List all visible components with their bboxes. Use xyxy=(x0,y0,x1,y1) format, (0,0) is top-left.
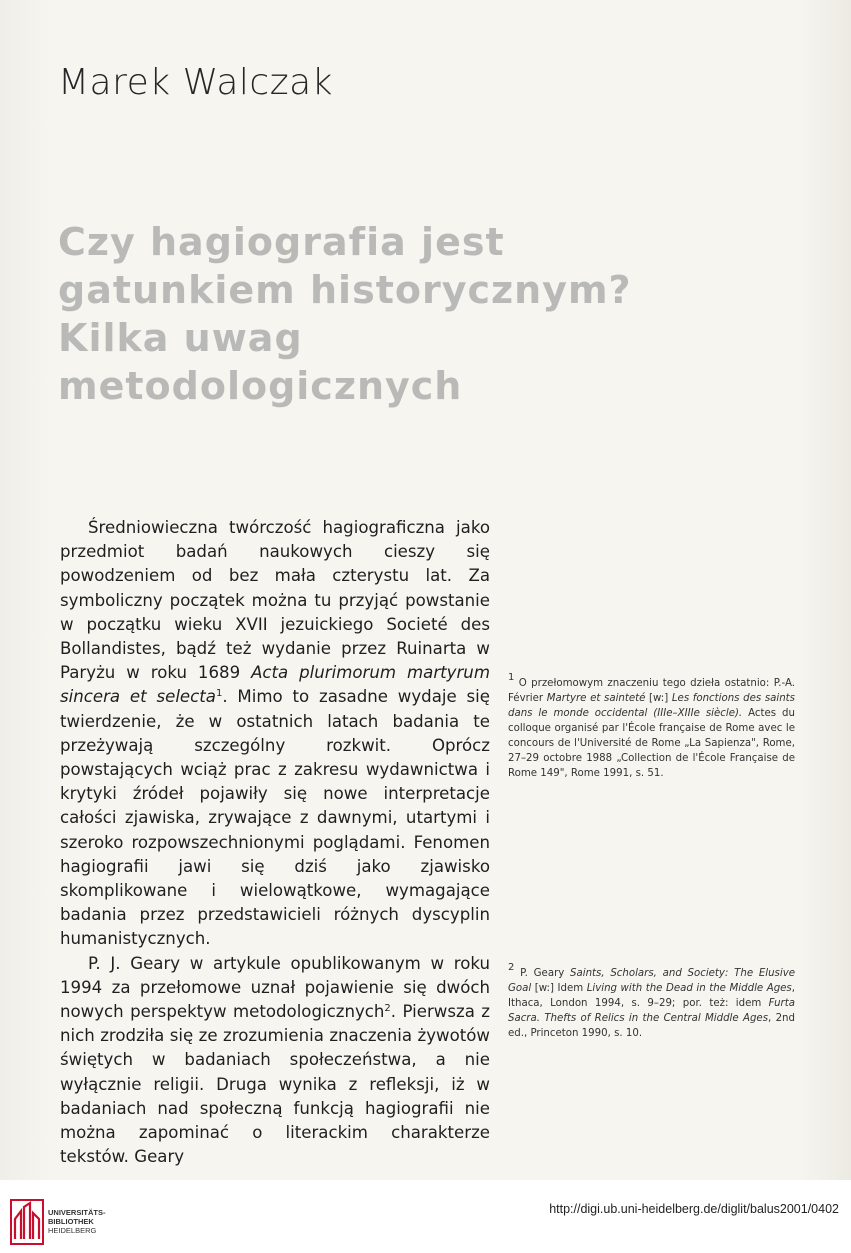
library-logo-icon[interactable] xyxy=(10,1199,44,1245)
footnote-1: $^1$ O przełomowym znaczeniu tego dzieła ostatnio: P.-A. Février Martyre et sainteté [w:] Les fonctions des saints dans le monde occidental (IIIe–XIIIe siècle). Actes du colloque organisé par l'École française de Rome avec le concours de l'Université de Rome „La Sapienza", Rome, 27–29 octobre 1988 „Collection de l'École Française de Rome 149", Rome 1991, s. 51. xyxy=(508,672,795,779)
italic-work-title: Acta plurimorum martyrum sincera et selecta xyxy=(60,663,490,707)
footer-bar xyxy=(0,1180,851,1253)
source-url-link[interactable]: http://digi.ub.uni-heidelberg.de/diglit/balus2001/0402 xyxy=(549,1202,839,1216)
paragraph-2: P. J. Geary w artykule opublikowanym w roku 1994 za przełomowe uznał pojawienie się dwóch nowych perspektyw metodologicznych$^2$. Pierwsza z nich zrodziła się ze zrozumienia znaczenia żywotów świętych w badaniach społeczeństwa, a nie wyłącznie religii. Druga wynika z refleksji, iż w badaniach nad społeczną funkcją hagiografii nie można zapominać o literackim charakterze tekstów. Geary xyxy=(60,953,490,1167)
paragraph-1: Średniowieczna twórczość hagiograficzna jako przedmiot badań naukowych cieszy się powodzeniem od bez mała czterystu lat. Za symboliczny początek można tu przyjąć powstanie w początku wieku XVII jezuickiego Societé des Bollandistes, bądź też wydanie przez Ruinarta w Paryżu w roku 1689 Acta plurimorum martyrum sincera et selecta$^1$. Mimo to zasadne wydaje się twierdzenie, że w ostatnich latach badania te przeżywają szczególny rozkwit. Oprócz powstających wciąż prac z zakresu wydawnictwa i krytyki źródeł pojawiły się nowe interpretacje całości zjawiska, zrywające z dawnymi, utartymi i szeroko rozpowszechnionymi poglądami. Fenomen hagiografii jawi się dziś jako zjawisko skomplikowane i wielowątkowe, wymagające badania przez przedstawicieli różnych dyscyplin humanistycznych. xyxy=(60,518,490,949)
title-line: Czy hagiografia jest xyxy=(58,220,505,264)
library-name: UNIVERSITÄTS- BIBLIOTHEK HEIDELBERG xyxy=(48,1208,106,1235)
title-line: metodologicznych xyxy=(58,364,463,408)
author-name: Marek Walczak xyxy=(58,62,334,103)
title-line: Kilka uwag xyxy=(58,316,303,360)
body-text xyxy=(60,516,490,1169)
footnote-ref-2[interactable]: 2 xyxy=(384,1003,391,1015)
footnote-2: $^2$ P. Geary Saints, Scholars, and Society: The Elusive Goal [w:] Idem Living with the Dead in the Middle Ages, Ithaca, London 1994, s. 9–29; por. też: idem Furta Sacra. Thefts of Relics in the Central Middle Ages, 2nd ed., Princeton 1990, s. 10. xyxy=(508,962,795,1039)
footnote-ref-1[interactable]: 1 xyxy=(215,688,223,700)
article-title xyxy=(58,218,678,410)
title-line: gatunkiem historycznym? xyxy=(58,268,632,312)
